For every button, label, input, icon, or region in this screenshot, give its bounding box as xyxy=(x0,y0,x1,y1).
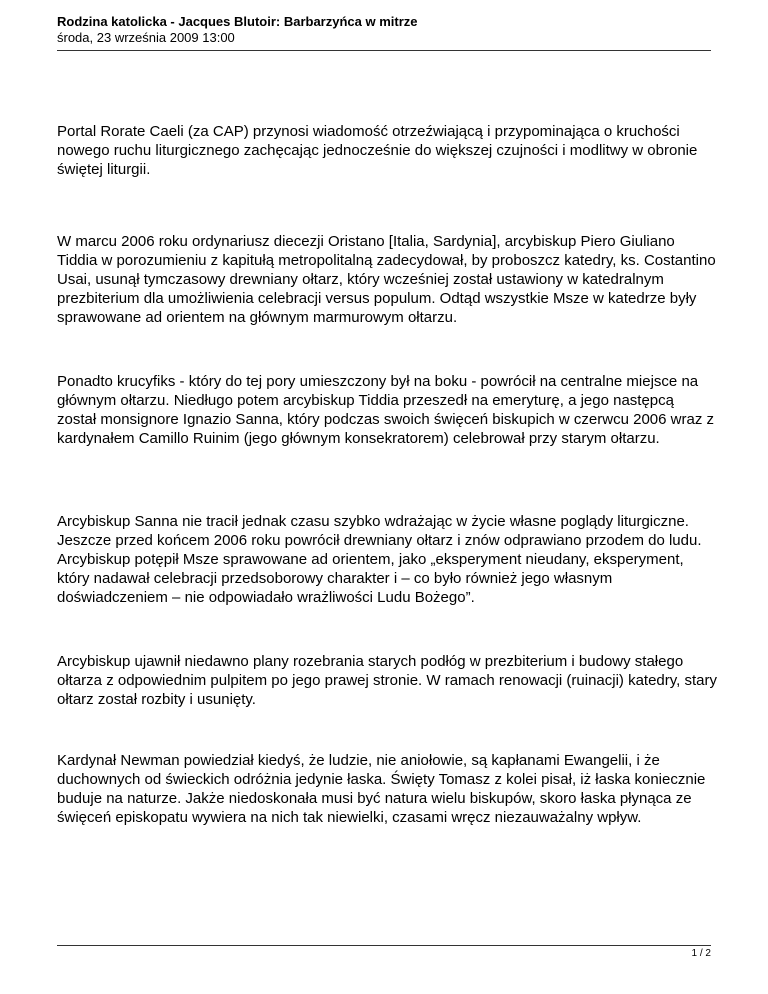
article-paragraph-3: Ponadto krucyfiks - który do tej pory umieszczony był na boku - powrócił na centralne miejsce na głównym ołtarzu. Niedługo potem arcybiskup Tiddia przeszedł na emeryturę, a jego następcą został monsignore Ignazio Sanna, który podczas swoich święceń biskupich w czerwcu 2006 wraz z kardynałem Camillo Ruinim (jego głównym konsekratorem) celebrował przy starym ołtarzu. xyxy=(57,373,714,447)
footer-divider xyxy=(57,945,711,946)
header-divider xyxy=(57,50,711,51)
article-paragraph-6: Kardynał Newman powiedział kiedyś, że ludzie, nie aniołowie, są kapłanami Ewangelii, i że duchownych od świeckich odróżnia jedynie łaska. Święty Tomasz z kolei pisał, iż łaska koniecznie buduje na naturze. Jakże niedoskonała musi być natura wielu biskupów, skoro łaska płynąca ze święceń episkopatu wywiera na nich tak niewielki, czasami wręcz niezauważalny wpływ. xyxy=(57,752,706,826)
article-paragraph-4: Arcybiskup Sanna nie tracił jednak czasu szybko wdrażając w życie własne poglądy liturgiczne. Jeszcze przed końcem 2006 roku powrócił drewniany ołtarz i znów odprawiano przodem do ludu. Arcybiskup potępił Msze sprawowane ad orientem, jako „eksperyment nieudany, eksperyment, który nadawał celebracji przedsoborowy charakter i – co było również jego własnym doświadczeniem – nie odpowiadało wrażliwości Ludu Bożego”. xyxy=(57,513,702,606)
article-paragraph-2: W marcu 2006 roku ordynariusz diecezji Oristano [Italia, Sardynia], arcybiskup Piero Giuliano Tiddia w porozumieniu z kapitułą metropolitalną zadecydował, by proboszcz katedry, ks. Costantino Usai, usunął tymczasowy drewniany ołtarz, który wcześniej został ustawiony w katedralnym prezbiterium dla umożliwienia celebracji versus populum. Odtąd wszystkie Msze w katedrze były sprawowane ad orientem na głównym marmurowym ołtarzu. xyxy=(57,233,716,326)
document-header xyxy=(57,14,711,46)
article-paragraph-5: Arcybiskup ujawnił niedawno plany rozebrania starych podłóg w prezbiterium i budowy stałego ołtarza z odpowiednim pulpitem po jego prawej stronie. W ramach renowacji (ruinacji) katedry, stary ołtarz został rozbity i usunięty. xyxy=(57,653,717,708)
article-paragraph-1: Portal Rorate Caeli (za CAP) przynosi wiadomość otrzeźwiającą i przypominająca o kruchości nowego ruchu liturgicznego zachęcając jednocześnie do większej czujności i modlitwy w obronie świętej liturgii. xyxy=(57,123,698,178)
document-title: Rodzina katolicka - Jacques Blutoir: Barbarzyńca w mitrze xyxy=(57,14,418,29)
publication-date: środa, 23 września 2009 13:00 xyxy=(57,30,235,45)
page-number: 1 / 2 xyxy=(691,948,711,959)
